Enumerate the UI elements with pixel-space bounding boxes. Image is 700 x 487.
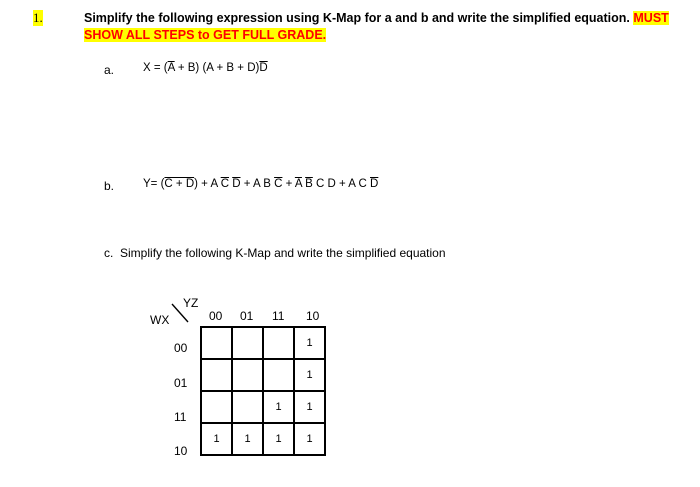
kmap-wx-label: WX	[150, 313, 170, 327]
kmap-row	[201, 359, 325, 391]
kmap-row-header: 01	[174, 376, 188, 390]
expr-b-cd-bar: C + D	[164, 178, 195, 190]
expr-b-term3: + A B	[240, 178, 275, 190]
kmap-cell	[263, 359, 294, 391]
part-b-expression	[143, 178, 378, 190]
part-a-label: a.	[104, 63, 115, 77]
kmap-cell: 1	[294, 423, 325, 455]
kmap-row	[201, 327, 325, 359]
kmap-cell	[232, 391, 263, 423]
kmap-cell: 1	[201, 423, 232, 455]
question-text: Simplify the following expression using K-Map for a and b and write the simplified equation.	[84, 11, 630, 25]
kmap-cell: 1	[263, 391, 294, 423]
expr-a-abar: $\overline{A}$	[167, 62, 175, 74]
kmap-col-header: 10	[306, 309, 320, 323]
must-warning-line2: SHOW ALL STEPS to GET FULL GRADE.	[84, 28, 327, 42]
question-number: 1.	[33, 10, 43, 25]
kmap-cell	[201, 359, 232, 391]
kmap-row-header: 00	[174, 341, 188, 355]
part-c-text: Simplify the following K-Map and write the simplified equation	[120, 246, 446, 260]
kmap-cell	[201, 327, 232, 359]
kmap-row	[201, 391, 325, 423]
expr-b-t2d: $\overline{D}$	[232, 178, 241, 190]
kmap-cell	[232, 359, 263, 391]
expr-b-t3c: $\overline{C}$	[274, 178, 283, 190]
expr-b-t4a: $\overline{A}$	[294, 178, 302, 190]
kmap-col-header: 00	[209, 309, 223, 323]
kmap-col-header: 11	[272, 309, 285, 323]
expr-b-t5d: $\overline{D}$	[370, 178, 379, 190]
kmap-cell: 1	[294, 327, 325, 359]
kmap-cell: 1	[263, 423, 294, 455]
kmap-cell	[263, 327, 294, 359]
part-c-line	[104, 246, 446, 260]
kmap-row-header: 11	[174, 410, 187, 424]
kmap-yz-label: YZ	[183, 296, 199, 310]
expr-a-prefix: X = (	[143, 62, 168, 74]
expr-b-prefix: Y= (	[143, 178, 165, 190]
expr-a-mid: + B) (A + B + D)	[174, 62, 260, 74]
kmap-cell: 1	[294, 391, 325, 423]
kmap-grid	[200, 326, 326, 456]
part-c-label: c.	[104, 246, 114, 260]
kmap-cell	[201, 391, 232, 423]
expr-b-term4: +	[282, 178, 295, 190]
kmap-row	[201, 423, 325, 455]
kmap-cell	[232, 327, 263, 359]
expr-b-t2c: $\overline{C}$	[220, 178, 229, 190]
part-b-label: b.	[104, 179, 115, 193]
expr-b-rest: C D + A C	[312, 178, 371, 190]
question-text-line1	[84, 11, 669, 25]
kmap-cell: 1	[232, 423, 263, 455]
expr-a-dbar: $\overline{D}$	[259, 62, 268, 74]
expr-b-t4b: $\overline{B}$	[305, 178, 313, 190]
part-a-expression	[143, 62, 268, 74]
expr-b-term2: ) + A	[194, 178, 218, 190]
must-warning: MUST	[633, 11, 669, 25]
kmap-cell: 1	[294, 359, 325, 391]
kmap-col-header: 01	[240, 309, 254, 323]
kmap-row-header: 10	[174, 444, 188, 458]
